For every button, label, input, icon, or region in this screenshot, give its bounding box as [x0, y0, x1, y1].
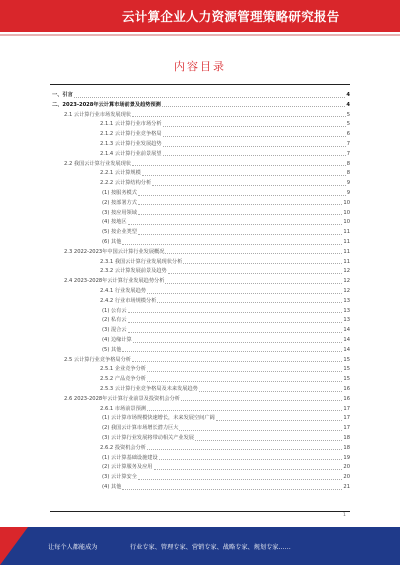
- toc-entry-label: (5) 按企业类型: [102, 229, 137, 236]
- toc-leader-dots: [179, 430, 342, 431]
- toc-entry[interactable]: [102, 327, 350, 334]
- toc-entry-page: 20: [343, 464, 350, 471]
- toc-leader-dots: [133, 342, 343, 343]
- toc-entry-label: 一、引言: [52, 92, 73, 98]
- toc-entry-page: 10: [343, 199, 350, 206]
- toc-entry[interactable]: [100, 180, 350, 187]
- toc-leader-dots: [132, 116, 346, 117]
- toc-entry-label: 2.2 我国云计算行业发展现状: [64, 160, 131, 167]
- toc-entry-label: (4) 按地区: [102, 219, 127, 226]
- toc-leader-dots: [163, 136, 346, 137]
- toc-entry-page: 5: [346, 121, 350, 128]
- toc-entry[interactable]: [64, 161, 350, 168]
- toc-entry-label: 2.3.1 我国云计算行业发展现状分析: [100, 258, 183, 265]
- toc-leader-dots: [122, 351, 342, 352]
- toc-leader-dots: [122, 489, 342, 490]
- toc-entry-page: 4: [346, 101, 350, 108]
- toc-entry-label: (3) 按应用领域: [102, 209, 137, 216]
- toc-entry-page: 10: [343, 219, 350, 226]
- toc-entry-label: (4) 边缘计算: [102, 337, 132, 343]
- toc-entry-label: 二、2023-2028年云计算市场前景及趋势预测: [52, 101, 161, 108]
- toc-entry-label: 2.5.3 云计算行业竞争格局及未来发展趋势: [100, 386, 198, 392]
- toc-entry-label: (3) 云计算行业发展将带动相关产业发展: [102, 435, 194, 441]
- toc-entry-label: 2.6.2 投资机会分析: [100, 444, 146, 451]
- footer-tagline-left: 让每个人都能成为: [48, 544, 98, 551]
- toc-leader-dots: [138, 214, 342, 215]
- toc-entry-label: 2.6.1 市场前景预测: [100, 405, 146, 412]
- toc-entry-page: 8: [346, 160, 350, 167]
- toc-entry-page: 7: [346, 150, 350, 157]
- toc-leader-dots: [128, 224, 343, 225]
- toc-leader-dots: [74, 97, 346, 98]
- toc-leader-dots: [152, 185, 346, 186]
- toc-leader-dots: [122, 244, 342, 245]
- toc-entry-page: 15: [343, 376, 350, 383]
- toc-entry-label: (5) 其他: [102, 346, 122, 353]
- toc-entry-page: 11: [343, 239, 350, 245]
- toc-entry-label: 2.6 2023-2028年云计算行业前景及投资机会分析: [64, 395, 180, 402]
- toc-entry-label: 2.1 云计算行业市场发展现状: [64, 111, 131, 118]
- toc-entry[interactable]: [52, 102, 350, 109]
- toc-entry-page: 13: [343, 317, 350, 324]
- toc-entry-label: (6) 其他: [102, 239, 122, 245]
- toc-leader-dots: [163, 155, 346, 156]
- toc-entry-page: 4: [346, 92, 350, 98]
- toc-entry-page: 17: [343, 425, 350, 432]
- toc-leader-dots: [181, 400, 342, 401]
- toc-entry-page: 14: [343, 327, 350, 334]
- toc-entry[interactable]: [100, 366, 350, 373]
- toc-leader-dots: [147, 449, 342, 450]
- toc-entry-label: 2.5.2 产品竞争分析: [100, 376, 146, 383]
- toc-entry-page: 12: [343, 288, 350, 294]
- toc-entry[interactable]: [102, 308, 350, 315]
- toc-entry-label: (2) 云计算服务及应用: [102, 464, 153, 471]
- toc-leader-dots: [147, 381, 342, 382]
- toc-entry-page: 7: [346, 141, 350, 147]
- toc-entry-page: 16: [343, 386, 350, 392]
- toc-entry[interactable]: [100, 131, 350, 138]
- toc-entry-page: 17: [343, 415, 350, 422]
- toc-entry[interactable]: [64, 278, 350, 285]
- toc-entry[interactable]: [100, 288, 350, 295]
- footer-accent: [0, 527, 28, 565]
- toc-leader-dots: [128, 322, 343, 323]
- toc-leader-dots: [154, 469, 343, 470]
- toc-entry[interactable]: [100, 151, 350, 158]
- toc-leader-dots: [138, 234, 342, 235]
- toc-entry[interactable]: [102, 484, 350, 491]
- toc-entry-label: 2.3.2 云计算发展前景及趋势: [100, 268, 167, 275]
- toc-entry-label: 2.5 云计算行业竞争格局分析: [64, 356, 131, 363]
- toc-leader-dots: [138, 195, 346, 196]
- document-title: 云计算企业人力资源管理策略研究报告: [122, 9, 340, 24]
- toc-entry[interactable]: [102, 239, 350, 246]
- toc-entry-page: 14: [343, 346, 350, 353]
- toc-entry[interactable]: [102, 425, 350, 432]
- toc-top-rule: [50, 84, 350, 85]
- toc-entry[interactable]: [102, 347, 350, 354]
- toc-entry[interactable]: [64, 249, 350, 256]
- toc-entry[interactable]: [102, 190, 350, 197]
- toc-leader-dots: [138, 479, 342, 480]
- toc-entry-label: (3) 混合云: [102, 327, 127, 334]
- toc-entry-page: 11: [343, 229, 350, 236]
- toc-entry-label: (3) 云计算安全: [102, 474, 137, 481]
- toc-leader-dots: [128, 312, 343, 313]
- toc-leader-dots: [195, 440, 342, 441]
- toc-entry-page: 11: [343, 258, 350, 265]
- toc-entry-label: (1) 云计算基础设施建设: [102, 454, 158, 461]
- toc-entry[interactable]: [102, 219, 350, 226]
- toc-entry-page: 15: [343, 356, 350, 363]
- toc-leader-dots: [199, 391, 343, 392]
- toc-entry[interactable]: [102, 455, 350, 462]
- toc-entry-page: 18: [343, 444, 350, 451]
- toc-entry-page: 14: [343, 337, 350, 343]
- toc-entry-page: 15: [343, 366, 350, 373]
- toc-entry[interactable]: [100, 259, 350, 266]
- toc-entry-page: 21: [343, 484, 350, 490]
- toc-entry-label: 2.1.1 云计算行业市场分析: [100, 121, 162, 128]
- toc-entry[interactable]: [64, 112, 350, 119]
- toc-entry-label: (2) 我国云计算市场增长潜力巨大: [102, 425, 179, 432]
- toc-entry-label: (2) 私有云: [102, 317, 127, 324]
- toc-leader-dots: [138, 204, 342, 205]
- toc-entry-page: 12: [343, 278, 350, 285]
- toc-entry[interactable]: [102, 415, 350, 422]
- toc-entry[interactable]: [64, 357, 350, 364]
- toc-bottom-rule: [50, 511, 350, 512]
- toc-leader-dots: [165, 253, 342, 254]
- toc-entry-page: 13: [343, 307, 350, 314]
- toc-entry[interactable]: [100, 268, 350, 275]
- toc-leader-dots: [165, 283, 342, 284]
- toc-entry-page: 17: [343, 405, 350, 412]
- toc-entry-page: 8: [346, 170, 350, 177]
- toc-entry[interactable]: [102, 317, 350, 324]
- toc-entry-label: 2.2.2 云计算结构分析: [100, 180, 152, 187]
- footer-tagline-right: 行业专家、管理专家、营销专家、战略专家、规划专家……: [130, 544, 291, 551]
- toc-entry-label: (2) 按部署方式: [102, 199, 137, 206]
- toc-leader-dots: [147, 410, 342, 411]
- toc-entry-page: 16: [343, 395, 350, 402]
- toc-entry[interactable]: [100, 376, 350, 383]
- toc-entry[interactable]: [100, 298, 350, 305]
- toc-entry-label: (4) 其他: [102, 484, 122, 490]
- toc-entry[interactable]: [100, 141, 350, 148]
- toc-entry-page: 18: [343, 435, 350, 441]
- toc-entry-label: 2.5.1 企业竞争分析: [100, 366, 146, 373]
- toc-entry-label: (1) 公有云: [102, 307, 127, 314]
- toc-entry-label: 2.1.4 云计算行业前景展望: [100, 150, 162, 157]
- toc-entry[interactable]: [102, 229, 350, 236]
- toc-leader-dots: [147, 293, 342, 294]
- toc-leader-dots: [216, 420, 343, 421]
- toc-entry-page: 19: [343, 454, 350, 461]
- toc-entry-label: 2.2.1 云计算规模: [100, 170, 141, 177]
- toc-entry-page: 13: [343, 297, 350, 304]
- toc-entry[interactable]: [64, 396, 350, 403]
- toc-leader-dots: [162, 106, 346, 107]
- toc-leader-dots: [132, 361, 342, 362]
- page-number: 1: [343, 513, 346, 518]
- toc-entry[interactable]: [100, 406, 350, 413]
- toc-leader-dots: [157, 302, 342, 303]
- toc-entry-page: 6: [346, 131, 350, 138]
- toc-entry[interactable]: [102, 464, 350, 471]
- toc-leader-dots: [132, 165, 346, 166]
- toc-entry-page: 20: [343, 474, 350, 481]
- toc-leader-dots: [183, 263, 342, 264]
- toc-leader-dots: [159, 459, 343, 460]
- toc-entry-label: 2.4.2 行业市场规模分析: [100, 297, 157, 304]
- toc-entry-label: 2.1.2 云计算行业竞争格局: [100, 131, 162, 138]
- toc-entry[interactable]: [100, 386, 350, 393]
- toc-entry[interactable]: [102, 435, 350, 442]
- toc-entry-label: 2.3 2022-2023年中国云计算行业发展概况: [64, 248, 165, 255]
- toc-entry-label: 2.1.3 云计算行业发展趋势: [100, 141, 162, 147]
- toc-entry-page: 11: [343, 248, 350, 255]
- toc-entry[interactable]: [100, 445, 350, 452]
- toc-entry-label: (1) 按服务模式: [102, 190, 137, 196]
- toc-entry-label: 2.4 2023-2028年云计算行业发展趋势分析: [64, 278, 165, 285]
- toc-entry-page: 12: [343, 268, 350, 275]
- toc-leader-dots: [142, 175, 346, 176]
- toc-entry[interactable]: [100, 170, 350, 177]
- toc-leader-dots: [147, 371, 342, 372]
- toc-entry[interactable]: [102, 474, 350, 481]
- toc-leader-dots: [163, 126, 346, 127]
- toc-entry-label: (1) 云计算市场规模快速增长，未来发展空间广阔: [102, 415, 215, 422]
- toc-entry[interactable]: [102, 210, 350, 217]
- toc-entry-label: 2.4.1 行业发展趋势: [100, 288, 146, 294]
- toc-entry-page: 10: [343, 209, 350, 216]
- toc-entry[interactable]: [100, 121, 350, 128]
- toc-leader-dots: [163, 146, 346, 147]
- toc-leader-dots: [128, 332, 343, 333]
- toc-entry[interactable]: [102, 200, 350, 207]
- toc-entry[interactable]: [52, 92, 350, 99]
- toc-entry-page: 9: [346, 190, 350, 196]
- toc-entry-page: 9: [346, 180, 350, 187]
- toc-leader-dots: [168, 273, 343, 274]
- toc-entry[interactable]: [102, 337, 350, 344]
- toc-heading: 内容目录: [174, 60, 226, 73]
- toc-entry-page: 5: [346, 111, 350, 118]
- header-divider: [0, 34, 400, 36]
